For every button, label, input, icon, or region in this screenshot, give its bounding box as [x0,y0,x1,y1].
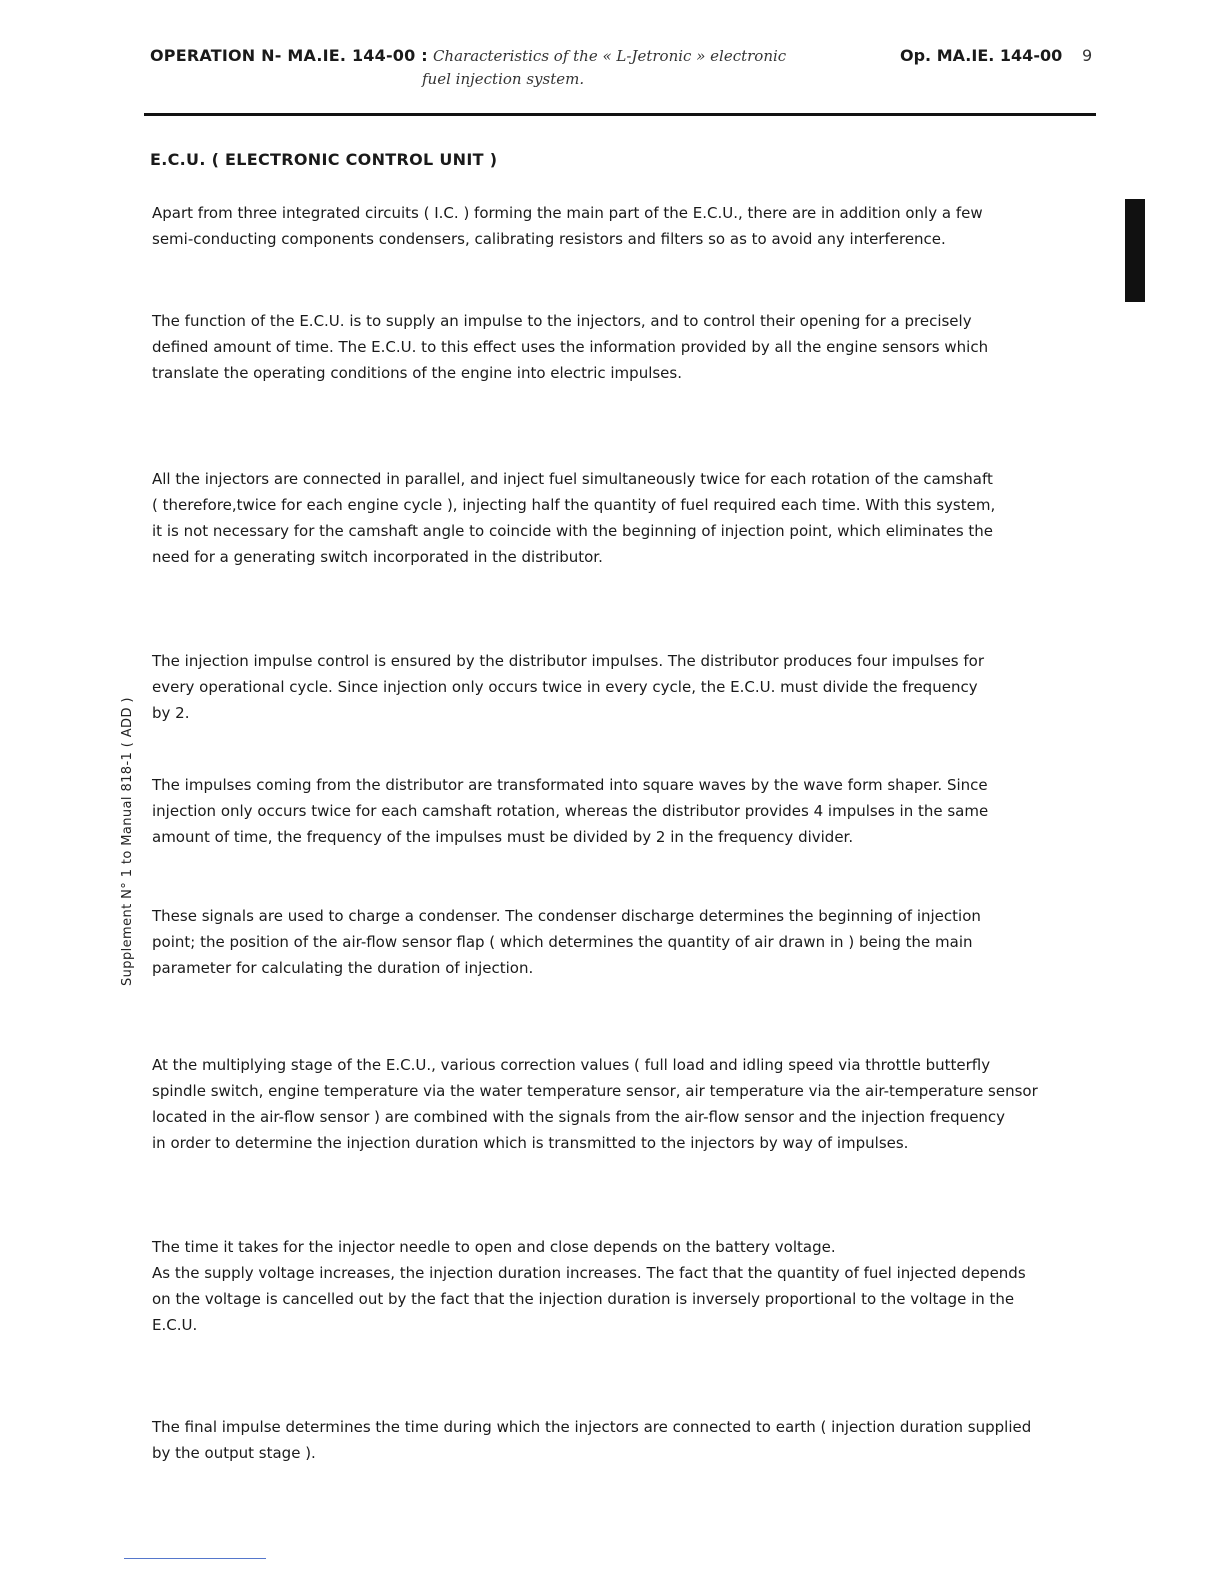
paragraph-2: The function of the E.C.U. is to supply an impulse to the injectors, and to control their opening for a precisely defined amount of time. The E.C.U. to this effect uses the information provided by all the engine sensors which translate the operating conditions of the engine into electric impulses. [152,312,989,382]
paragraph-6: These signals are used to charge a condenser. The condenser discharge determines the beginning of injection point; the position of the air-flow sensor flap ( which determines the quantity of air drawn in ) being the main parameter for calculating the duration of injection. [152,907,981,977]
paragraph-8: The time it takes for the injector needle to open and close depends on the battery voltage. As the supply voltage increases, the injection duration increases. The fact that the quantity of fuel injected depends on the voltage is cancelled out by the fact that the injection duration is inversely proportional to the voltage in the E.C.U. [152,1238,1026,1334]
paragraph-3: All the injectors are connected in parallel, and inject fuel simultaneously twice for each rotation of the camshaft ( therefore,twice for each engine cycle ), injecting half the quantity of fuel required each time. With this system, it is not necessary for the camshaft angle to coincide with the beginning of injection point, which eliminates the need for a generating switch incorporated in the distributor. [152,470,996,566]
page-header [150,44,870,91]
footer-rule [124,1558,266,1559]
margin-note: Supplement N° 1 to Manual 818-1 ( ADD ) [120,697,135,986]
paragraph-9: The final impulse determines the time during which the injectors are connected to earth ( injection duration supplied by the output stage ). [152,1418,1032,1462]
paragraph-7: At the multiplying stage of the E.C.U., various correction values ( full load and idling speed via throttle butterfly spindle switch, engine temperature via the water temperature sensor, air temperature via the air-temperature sensor located in the air-flow sensor ) are combined with the signals from the air-flow sensor and the injection frequency in order to determine the injection duration which is transmitted to the injectors by way of impulses. [152,1056,1038,1152]
revision-bar [1125,199,1145,302]
operation-label: OPERATION N- MA.IE. 144-00 : [150,46,428,65]
section-title: E.C.U. ( ELECTRONIC CONTROL UNIT ) [150,150,498,169]
header-divider [144,113,1096,116]
operation-title-line-2: fuel injection system. [422,70,585,88]
paragraph-5: The impulses coming from the distributor are transformated into square waves by the wave form shaper. Since injection only occurs twice for each camshaft rotation, whereas the distributor provides 4 impulses in the same amount of time, the frequency of the impulses must be divided by 2 in the frequency divider. [152,776,989,846]
paragraph-4: The injection impulse control is ensured by the distributor impulses. The distributor produces four impulses for every operational cycle. Since injection only occurs twice in every cycle, the E.C.U. must divide the frequency by 2. [152,652,985,722]
page-number: 9 [1082,46,1093,65]
operation-title-line-1: Characteristics of the « L-Jetronic » electronic [432,47,787,65]
operation-reference: Op. MA.IE. 144-00 [900,46,1063,65]
paragraph-1: Apart from three integrated circuits ( I.C. ) forming the main part of the E.C.U., there are in addition only a few semi-conducting components condensers, calibrating resistors and filters so as to avoid any interference. [152,204,983,248]
